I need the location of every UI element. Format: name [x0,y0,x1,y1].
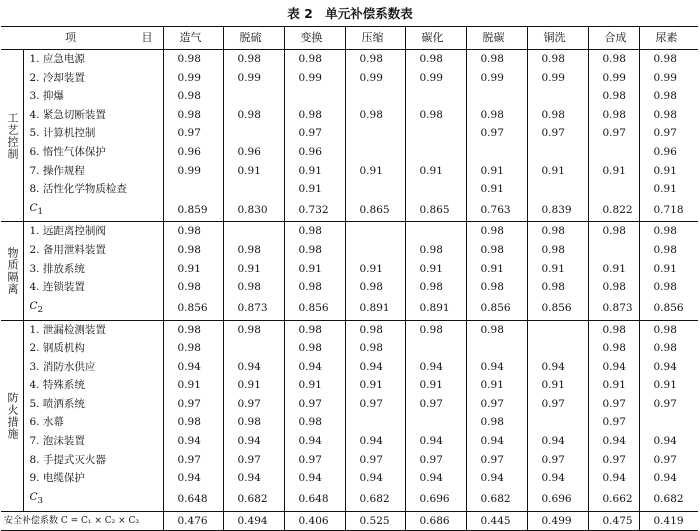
item-label: 6. 惰性气体保护 [29,145,106,158]
safety-total-value: 0.494 [223,511,284,531]
safety-total-value: 0.419 [639,511,698,531]
item-label: 7. 泡沫装置 [29,435,85,448]
value-cell: 0.99 [466,69,527,88]
value-cell: 0.91 [284,180,345,199]
value-cell [345,241,405,260]
value-cell: 0.94 [527,358,588,377]
value-cell: 0.96 [163,143,223,162]
safety-total-value: 0.686 [405,511,466,531]
value-cell: 0.94 [527,432,588,451]
value-cell [527,87,588,106]
value-cell: 0.98 [588,222,639,241]
unit-header: 脱硫 [223,27,284,50]
subtotal-label [23,297,163,320]
value-cell: 0.98 [223,50,284,69]
value-cell: 0.94 [163,432,223,451]
item-column-header [1,27,163,50]
subtotal-value: 0.891 [345,297,405,320]
value-cell: 0.94 [466,358,527,377]
value-cell: 0.97 [588,413,639,432]
value-cell: 0.97 [588,124,639,143]
value-cell [639,413,698,432]
item-label: 1. 泄漏检测装置 [23,320,163,339]
value-cell: 0.98 [527,106,588,125]
value-cell: 0.98 [345,106,405,125]
value-cell: 0.91 [405,260,466,279]
value-cell: 0.98 [639,50,698,69]
value-cell [527,180,588,199]
value-cell: 0.98 [639,339,698,358]
value-cell: 0.97 [405,451,466,470]
table-row [1,180,698,199]
value-cell: 0.96 [639,143,698,162]
value-cell: 0.97 [466,124,527,143]
value-cell: 0.98 [284,320,345,339]
table-title: 表 2 单元补偿系数表 [287,6,413,21]
value-cell: 0.98 [527,241,588,260]
value-cell: 0.94 [639,432,698,451]
value-cell: 0.99 [223,69,284,88]
value-cell: 0.94 [639,358,698,377]
value-cell [284,87,345,106]
value-cell: 0.98 [223,413,284,432]
item-label: 2. 备用泄料装置 [29,244,106,257]
value-cell [223,180,284,199]
value-cell [345,124,405,143]
value-cell: 0.98 [163,413,223,432]
value-cell: 0.91 [405,162,466,181]
value-cell: 0.97 [163,451,223,470]
value-cell: 0.97 [639,395,698,414]
value-cell: 0.98 [588,87,639,106]
value-cell: 0.97 [223,451,284,470]
value-cell: 0.97 [223,395,284,414]
value-cell [466,143,527,162]
value-cell: 0.91 [223,260,284,279]
table-row [1,50,698,69]
value-cell: 0.97 [588,395,639,414]
value-cell [527,143,588,162]
value-cell: 0.91 [639,260,698,279]
subtotal-value: 0.732 [284,199,345,222]
value-cell: 0.94 [345,432,405,451]
value-cell: 0.98 [163,339,223,358]
value-cell: 0.94 [345,469,405,488]
subtotal-row [1,199,698,222]
value-cell [466,339,527,358]
unit-header: 合成 [588,27,639,50]
table-row [1,222,698,241]
item-label: 4. 特殊系统 [29,379,85,392]
subtotal-value: 0.856 [527,297,588,320]
value-cell: 0.98 [639,278,698,297]
value-cell: 0.96 [223,143,284,162]
value-cell: 0.97 [527,395,588,414]
table-row [1,395,698,414]
value-cell: 0.99 [405,69,466,88]
table-row [1,69,698,88]
table-row [1,124,698,143]
table-row [1,260,698,279]
item-label: 2. 钢质机构 [29,342,85,355]
value-cell: 0.97 [588,451,639,470]
table-row [1,87,698,106]
group-label: 防火措施 [1,320,23,511]
value-cell [527,339,588,358]
value-cell [527,413,588,432]
value-cell: 0.94 [284,358,345,377]
subtotal-value: 0.873 [223,297,284,320]
subtotal-symbol: C [29,490,38,503]
value-cell: 0.98 [345,50,405,69]
table-row [1,320,698,339]
item-label: 1. 远距离控制阀 [23,222,163,241]
item-label: 6. 水幕 [29,416,64,429]
value-cell: 0.98 [163,278,223,297]
value-cell [223,87,284,106]
subtotal-row [1,488,698,511]
value-cell: 0.98 [466,320,527,339]
subtotal-value: 0.856 [284,297,345,320]
value-cell: 0.99 [284,69,345,88]
value-cell: 0.97 [284,124,345,143]
value-cell: 0.98 [466,106,527,125]
value-cell: 0.91 [345,260,405,279]
value-cell: 0.98 [588,50,639,69]
value-cell: 0.98 [639,241,698,260]
value-cell: 0.94 [466,469,527,488]
item-label: 9. 电缆保护 [29,472,85,485]
value-cell: 0.97 [466,395,527,414]
subtotal-value: 0.718 [639,199,698,222]
item-label: 3. 消防水供应 [29,360,96,373]
value-cell: 0.91 [163,376,223,395]
value-cell: 0.99 [163,69,223,88]
item-label: 3. 抑爆 [29,90,64,103]
compensation-table [1,26,698,531]
table-row [1,358,698,377]
subtotal-symbol: C [29,299,38,312]
group-label: 工艺控制 [1,50,23,222]
value-cell: 0.94 [405,469,466,488]
value-cell: 0.97 [405,395,466,414]
table-row [1,162,698,181]
value-cell: 0.98 [588,339,639,358]
group-label: 物质隔离 [1,222,23,320]
value-cell: 0.94 [588,469,639,488]
value-cell: 0.98 [405,50,466,69]
value-cell: 0.98 [466,413,527,432]
value-cell: 0.96 [284,143,345,162]
safety-total-value: 0.499 [527,511,588,531]
value-cell: 0.94 [284,432,345,451]
subtotal-symbol: C [29,201,38,214]
subtotal-value: 0.865 [345,199,405,222]
value-cell [588,241,639,260]
value-cell [405,339,466,358]
header-row [1,27,698,50]
value-cell: 0.98 [163,241,223,260]
value-cell: 0.98 [284,222,345,241]
value-cell: 0.91 [405,376,466,395]
table-row [1,432,698,451]
value-cell: 0.98 [284,278,345,297]
value-cell: 0.91 [527,260,588,279]
subtotal-value: 0.830 [223,199,284,222]
value-cell: 0.98 [527,222,588,241]
value-cell: 0.98 [639,320,698,339]
value-cell [163,180,223,199]
unit-header: 碳化 [405,27,466,50]
value-cell: 0.94 [223,432,284,451]
item-label: 8. 手提式灭火器 [29,453,106,466]
subtotal-value: 0.839 [527,199,588,222]
table-row [1,413,698,432]
item-label: 1. 应急电源 [29,53,85,65]
value-cell: 0.91 [639,376,698,395]
safety-total-value: 0.445 [466,511,527,531]
value-cell: 0.98 [639,87,698,106]
value-cell: 0.99 [639,69,698,88]
value-cell: 0.97 [163,124,223,143]
subtotal-value: 0.856 [466,297,527,320]
value-cell: 0.91 [527,376,588,395]
value-cell: 0.91 [284,376,345,395]
value-cell: 0.98 [588,320,639,339]
safety-total-value: 0.406 [284,511,345,531]
table-row [1,469,698,488]
subtotal-value: 0.822 [588,199,639,222]
value-cell: 0.91 [284,162,345,181]
unit-header: 铜洗 [527,27,588,50]
value-cell: 0.98 [639,222,698,241]
value-cell: 0.91 [527,162,588,181]
unit-header: 造气 [163,27,223,50]
value-cell: 0.98 [405,278,466,297]
value-cell [405,87,466,106]
table-row [1,143,698,162]
table-row [1,376,698,395]
value-cell: 0.94 [163,358,223,377]
value-cell: 0.98 [405,320,466,339]
value-cell: 0.98 [284,241,345,260]
subtotal-value: 0.891 [405,297,466,320]
value-cell: 0.91 [588,162,639,181]
subtotal-value: 0.682 [345,488,405,511]
value-cell: 0.97 [639,451,698,470]
subtotal-value: 0.648 [163,488,223,511]
value-cell [345,180,405,199]
subtotal-value: 0.682 [223,488,284,511]
value-cell: 0.97 [527,451,588,470]
subtotal-value: 0.682 [639,488,698,511]
table-row [1,241,698,260]
safety-total-value: 0.476 [163,511,223,531]
value-cell: 0.98 [345,278,405,297]
unit-header: 尿素 [639,27,698,50]
value-cell: 0.98 [163,87,223,106]
item-label: 4. 连锁装置 [29,281,85,294]
value-cell: 0.99 [527,69,588,88]
value-cell: 0.98 [466,50,527,69]
item-label: 5. 喷洒系统 [29,397,85,410]
value-cell: 0.94 [588,358,639,377]
value-cell: 0.98 [527,278,588,297]
value-cell [345,413,405,432]
item-label: 2. 冷却装置 [29,71,85,84]
value-cell: 0.99 [163,162,223,181]
value-cell: 0.91 [466,260,527,279]
value-cell: 0.94 [639,469,698,488]
value-cell: 0.97 [345,451,405,470]
value-cell [405,413,466,432]
subtotal-label [23,488,163,511]
subtotal-value: 0.648 [284,488,345,511]
subtotal-value: 0.763 [466,199,527,222]
value-cell: 0.91 [588,376,639,395]
subtotal-index: 3 [37,495,44,506]
value-cell: 0.97 [639,124,698,143]
value-cell: 0.91 [223,162,284,181]
value-cell: 0.97 [527,124,588,143]
value-cell: 0.98 [163,50,223,69]
subtotal-index: 2 [37,304,44,315]
safety-total-row [1,511,698,531]
value-cell [405,222,466,241]
value-cell: 0.98 [284,50,345,69]
value-cell: 0.94 [466,432,527,451]
value-cell: 0.91 [345,162,405,181]
value-cell: 0.91 [163,260,223,279]
value-cell: 0.94 [223,358,284,377]
unit-header: 脱碳 [466,27,527,50]
item-label: 4. 紧急切断装置 [29,108,106,121]
subtotal-row [1,297,698,320]
table-row [1,278,698,297]
item-label: 3. 排放系统 [29,262,85,275]
value-cell: 0.98 [284,339,345,358]
value-cell [405,180,466,199]
value-cell: 0.98 [284,106,345,125]
value-cell: 0.94 [405,358,466,377]
subtotal-value: 0.856 [639,297,698,320]
value-cell [223,222,284,241]
value-cell: 0.98 [588,278,639,297]
value-cell: 0.99 [345,69,405,88]
subtotal-value: 0.662 [588,488,639,511]
value-cell: 0.97 [345,395,405,414]
item-label: 7. 操作规程 [29,164,85,177]
value-cell [223,339,284,358]
value-cell: 0.91 [639,162,698,181]
safety-total-value: 0.525 [345,511,405,531]
value-cell: 0.91 [223,376,284,395]
value-cell: 0.91 [588,260,639,279]
value-cell [588,180,639,199]
value-cell [345,87,405,106]
subtotal-value: 0.859 [163,199,223,222]
subtotal-value: 0.696 [527,488,588,511]
value-cell [345,143,405,162]
value-cell: 0.91 [345,376,405,395]
value-cell: 0.94 [527,469,588,488]
value-cell [345,222,405,241]
value-cell [405,124,466,143]
value-cell: 0.97 [163,395,223,414]
value-cell: 0.98 [527,50,588,69]
value-cell: 0.98 [466,222,527,241]
value-cell: 0.98 [223,106,284,125]
value-cell: 0.97 [466,451,527,470]
value-cell: 0.91 [284,260,345,279]
subtotal-value: 0.865 [405,199,466,222]
value-cell [527,320,588,339]
value-cell: 0.94 [588,432,639,451]
value-cell: 0.98 [223,320,284,339]
value-cell: 0.94 [163,469,223,488]
item-header-a: 项 [65,31,78,44]
value-cell: 0.91 [466,162,527,181]
table-row [1,106,698,125]
value-cell [466,87,527,106]
value-cell: 0.91 [466,180,527,199]
value-cell: 0.94 [345,358,405,377]
value-cell: 0.98 [345,320,405,339]
item-label: 5. 计算机控制 [29,127,96,140]
value-cell [588,143,639,162]
value-cell: 0.98 [405,106,466,125]
value-cell: 0.98 [163,320,223,339]
safety-total-label: 安全补偿系数 C = C₁ × C₂ × C₃ [1,511,163,531]
subtotal-value: 0.696 [405,488,466,511]
safety-total-value: 0.475 [588,511,639,531]
value-cell: 0.94 [284,469,345,488]
subtotal-label [23,199,163,222]
value-cell: 0.98 [223,278,284,297]
subtotal-value: 0.856 [163,297,223,320]
value-cell [223,124,284,143]
value-cell: 0.91 [466,376,527,395]
value-cell: 0.98 [466,241,527,260]
value-cell: 0.98 [163,106,223,125]
value-cell: 0.97 [284,395,345,414]
value-cell: 0.97 [284,451,345,470]
table-row [1,339,698,358]
value-cell: 0.99 [588,69,639,88]
value-cell: 0.98 [284,413,345,432]
item-label: 8. 活性化学物质检查 [29,183,127,196]
table-row [1,451,698,470]
value-cell: 0.98 [163,222,223,241]
subtotal-value: 0.682 [466,488,527,511]
value-cell: 0.91 [639,180,698,199]
value-cell: 0.94 [405,432,466,451]
value-cell: 0.98 [466,278,527,297]
unit-header: 压缩 [345,27,405,50]
value-cell: 0.98 [345,339,405,358]
subtotal-value: 0.873 [588,297,639,320]
value-cell: 0.98 [588,106,639,125]
value-cell: 0.98 [405,241,466,260]
value-cell: 0.98 [639,106,698,125]
unit-header: 变换 [284,27,345,50]
value-cell: 0.98 [223,241,284,260]
subtotal-index: 1 [37,206,44,217]
value-cell [405,143,466,162]
value-cell: 0.94 [223,469,284,488]
item-header-b: 目 [141,31,155,44]
